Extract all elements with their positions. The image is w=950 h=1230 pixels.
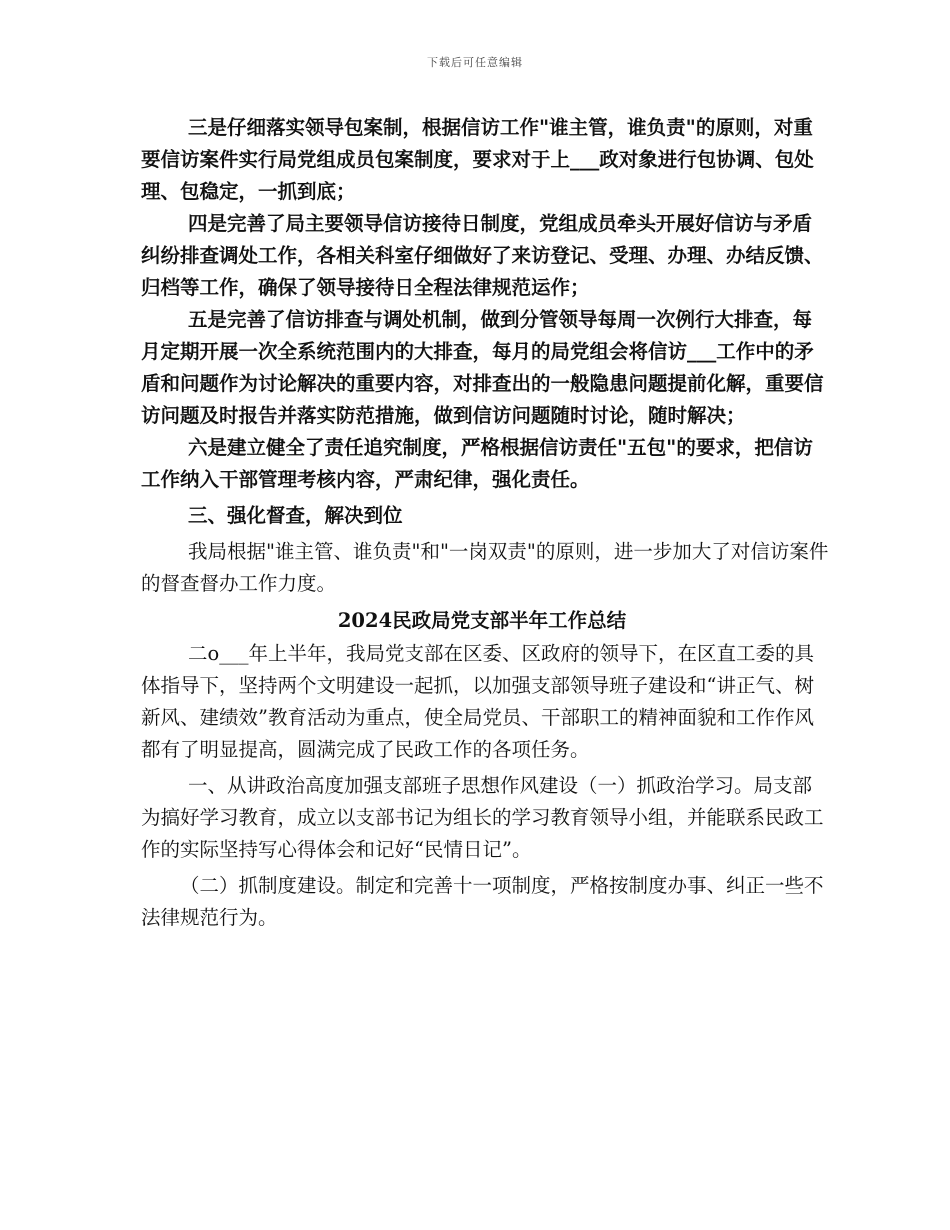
paragraph-3: 三是仔细落实领导包案制，根据信访工作"谁主管，谁负责"的原则，对重要信访案件实行局党组成员包案制度，要求对于上___政对象进行包协调、包处理、包稳定，一抓到底； — [141, 116, 814, 203]
paragraph-supervision: 我局根据"谁主管、谁负责"和"一岗双责"的原则，进一步加大了对信访案件的督查督办工作力度。 — [141, 540, 829, 595]
page-header: 下载后可任意编辑 — [427, 56, 523, 69]
section-heading: 三、强化督查，解决到位 — [188, 504, 403, 527]
summary-intro: 二o___年上半年，我局党支部在区委、区政府的领导下，在区直工委的具体指导下，坚持两个文明建设一起抓，以加强支部领导班子建设和“讲正气、树新风、建绩效”教育活动为重点，使全局党员、干部职工的精神面貌和工作作风都有了明显提高，圆满完成了民政工作的各项任务。 — [141, 642, 814, 761]
paragraph-4: 四是完善了局主要领导信访接待日制度，党组成员牵头开展好信访与矛盾纠纷排查调处工作，各相关科室仔细做好了来访登记、受理、办理、办结反馈、归档等工作，确保了领导接待日全程法律规范运作； — [141, 212, 824, 299]
document-body — [141, 112, 831, 934]
paragraph-6: 六是建立健全了责任追究制度，严格根据信访责任"五包"的要求，把信访工作纳入干部管理考核内容，严肃纪律，强化责任。 — [141, 436, 813, 491]
paragraph-5: 五是完善了信访排查与调处机制，做到分管领导每周一次例行大排查，每月定期开展一次全系统范围内的大排查，每月的局党组会将信访___工作中的矛盾和问题作为讨论解决的重要内容，对排查出的一般隐患问题提前化解，重要信访问题及时报告并落实防范措施，做到信访问题随时讨论，随时解决； — [141, 308, 824, 427]
summary-section-2: （二）抓制度建设。制定和完善十一项制度，严格按制度办事、纠正一些不法律规范行为。 — [141, 874, 824, 929]
document-title: 2024民政局党支部半年工作总结 — [337, 609, 627, 632]
summary-section-1: 一、从讲政治高度加强支部班子思想作风建设（一）抓政治学习。局支部为搞好学习教育，成立以支部书记为组长的学习教育领导小组，并能联系民政工作的实际坚持写心得体会和记好“民情日记”。 — [141, 774, 824, 861]
